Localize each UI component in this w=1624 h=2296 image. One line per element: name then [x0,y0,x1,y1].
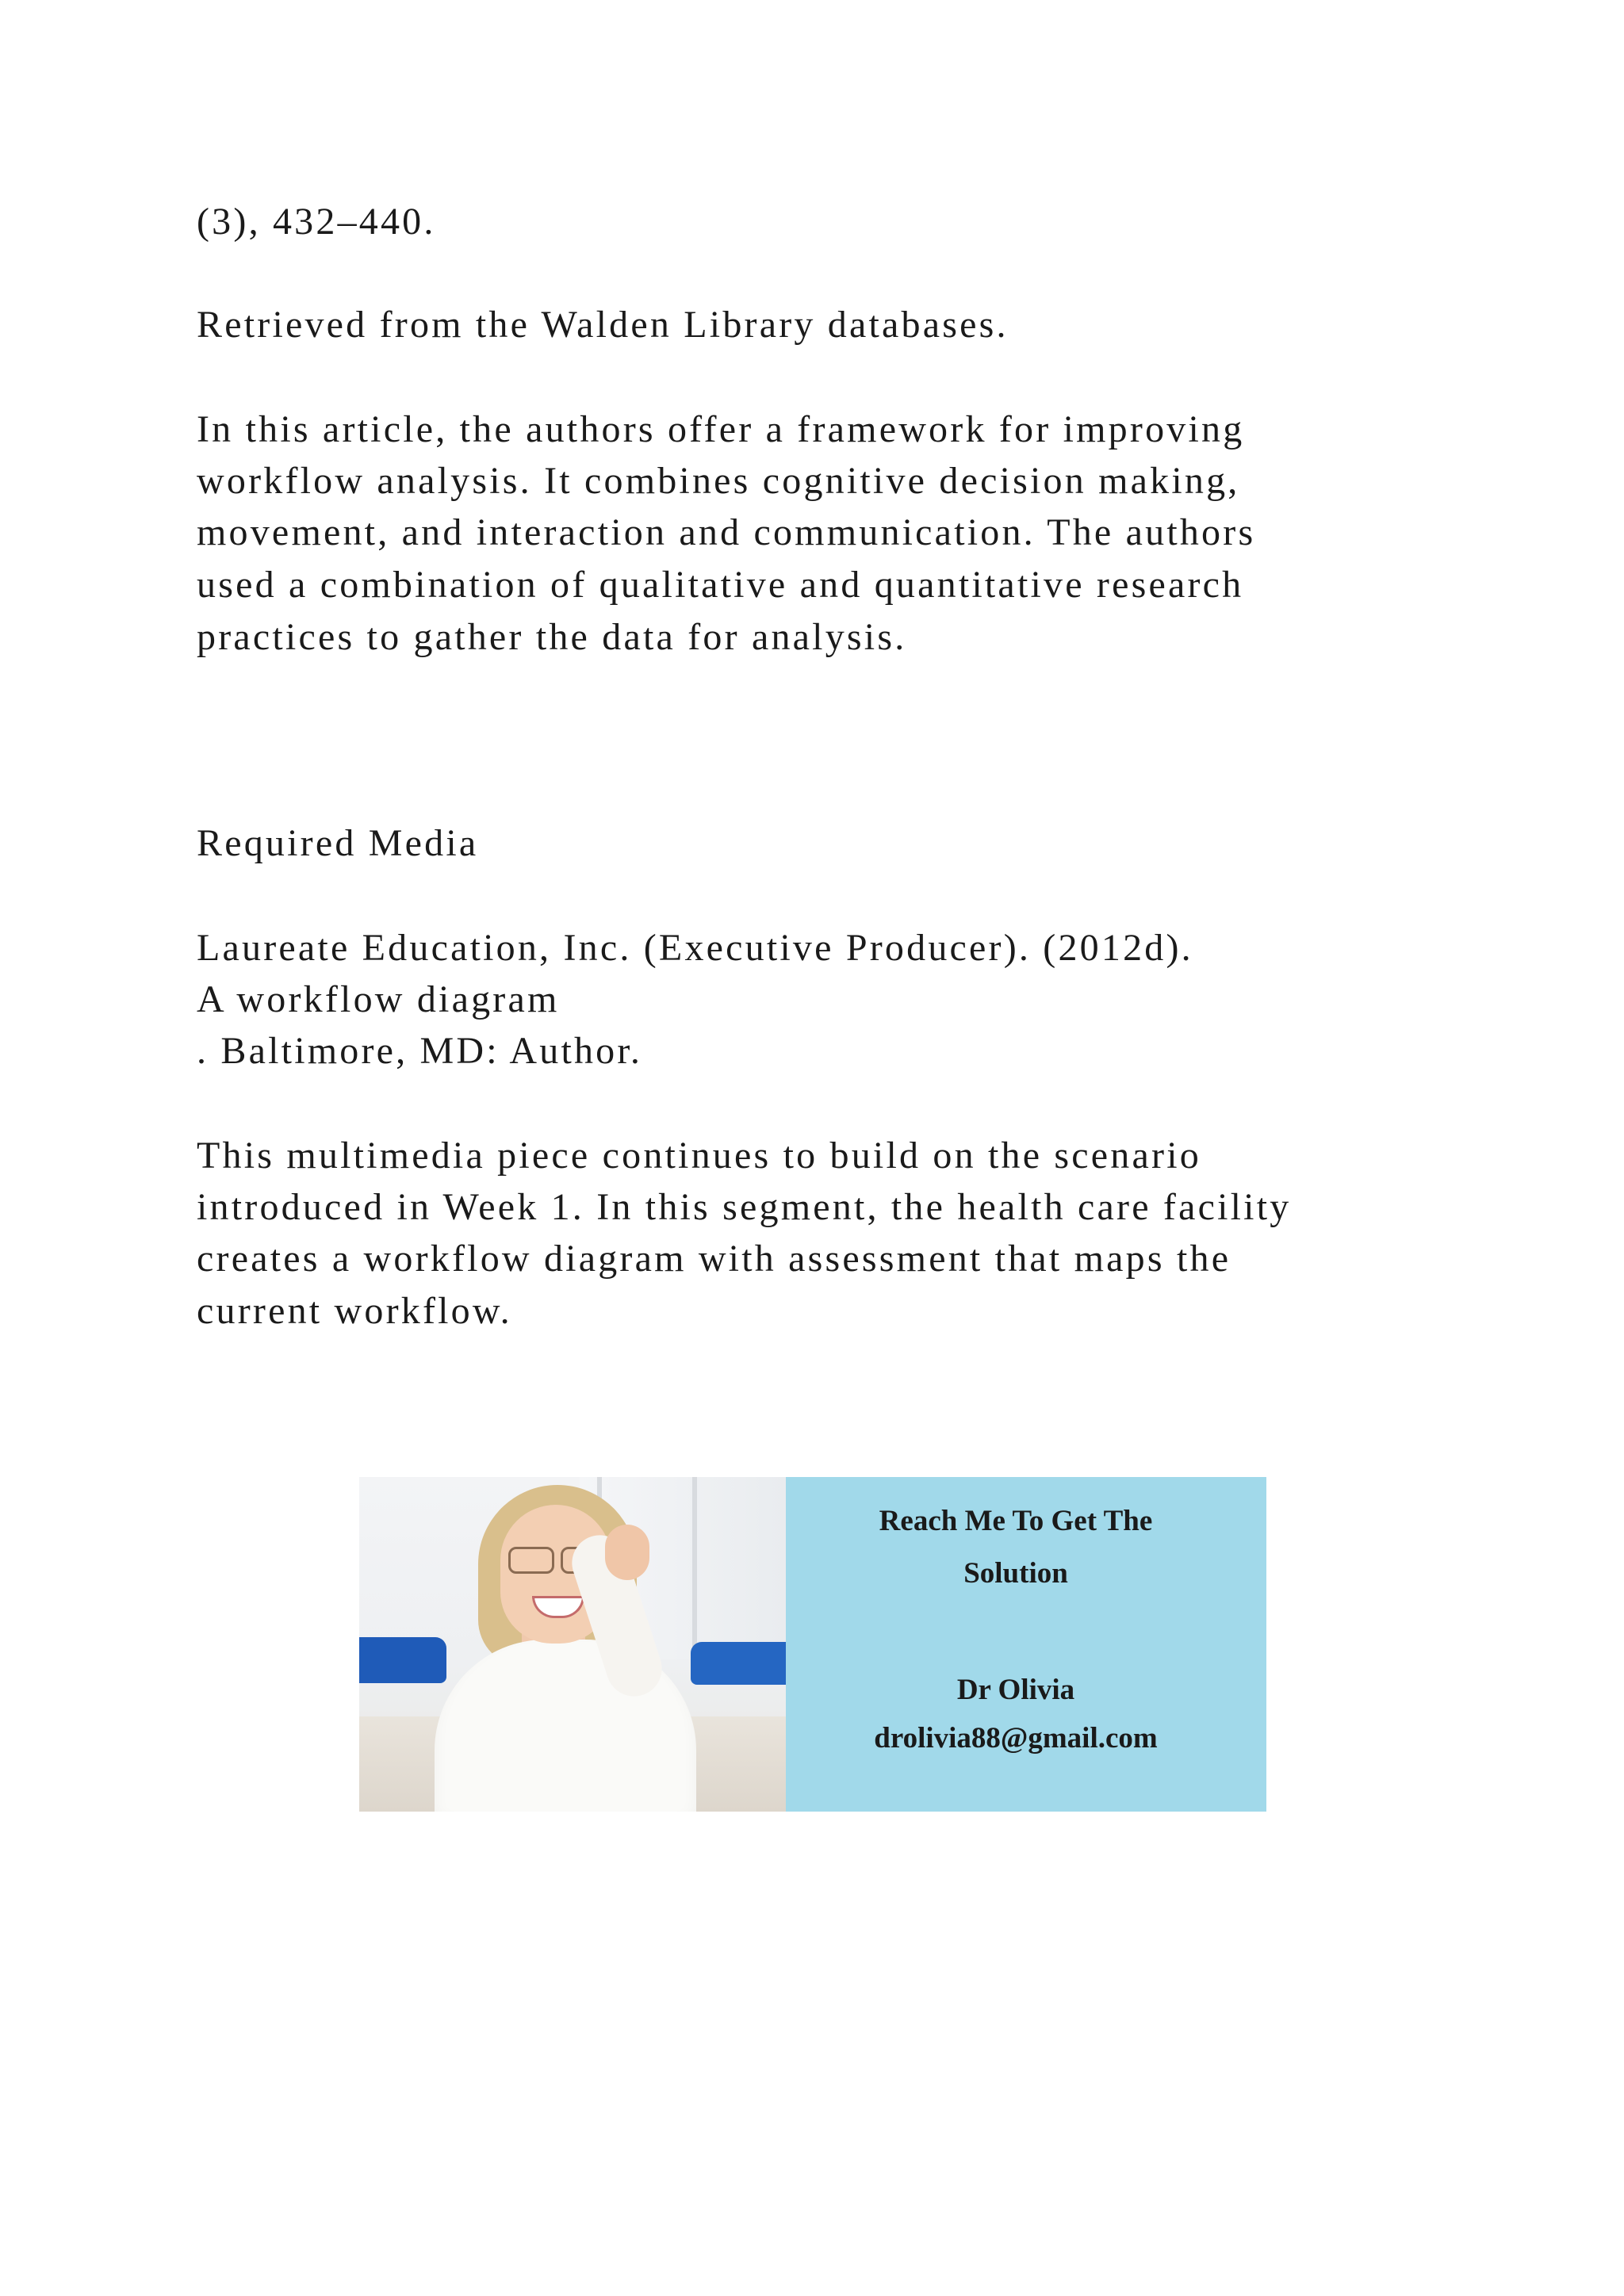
media-citation-line-1: Laureate Education, Inc. (Executive Producer). (2012d). [197,927,1193,969]
retrieved-note: Retrieved from the Walden Library databases. [197,304,1009,346]
media-description-line-2: introduced in Week 1. In this segment, the health care facility [197,1186,1292,1228]
contact-heading-line-1: Reach Me To Get The [879,1505,1153,1537]
media-citation-title: A workflow diagram [197,978,560,1020]
section-heading: Required Media [197,822,479,864]
woman-photo [359,1477,786,1812]
contact-name: Dr Olivia [956,1674,1075,1706]
annotation-line-4: used a combination of qualitative and quantitative research [197,564,1244,606]
media-description-line-4: current workflow. [197,1290,512,1332]
annotation-line-2: workflow analysis. It combines cognitive decision making, [197,460,1240,502]
media-description-line-3: creates a workflow diagram with assessment that maps the [197,1238,1231,1280]
annotation-line-3: movement, and interaction and communication. The authors [197,511,1256,553]
contact-panel [786,1477,1266,1812]
contact-banner [359,1477,1266,1812]
annotation-line-1: In this article, the authors offer a framework for improving [197,408,1245,450]
contact-email[interactable]: drolivia88@gmail.com [874,1722,1158,1755]
media-citation-line-3: . Baltimore, MD: Author. [197,1030,643,1072]
media-description-line-1: This multimedia piece continues to build on the scenario [197,1135,1201,1177]
annotation-line-5: practices to gather the data for analysis. [197,616,907,658]
contact-heading-line-2: Solution [963,1557,1068,1590]
citation-pages: (3), 432–440. [197,201,436,243]
